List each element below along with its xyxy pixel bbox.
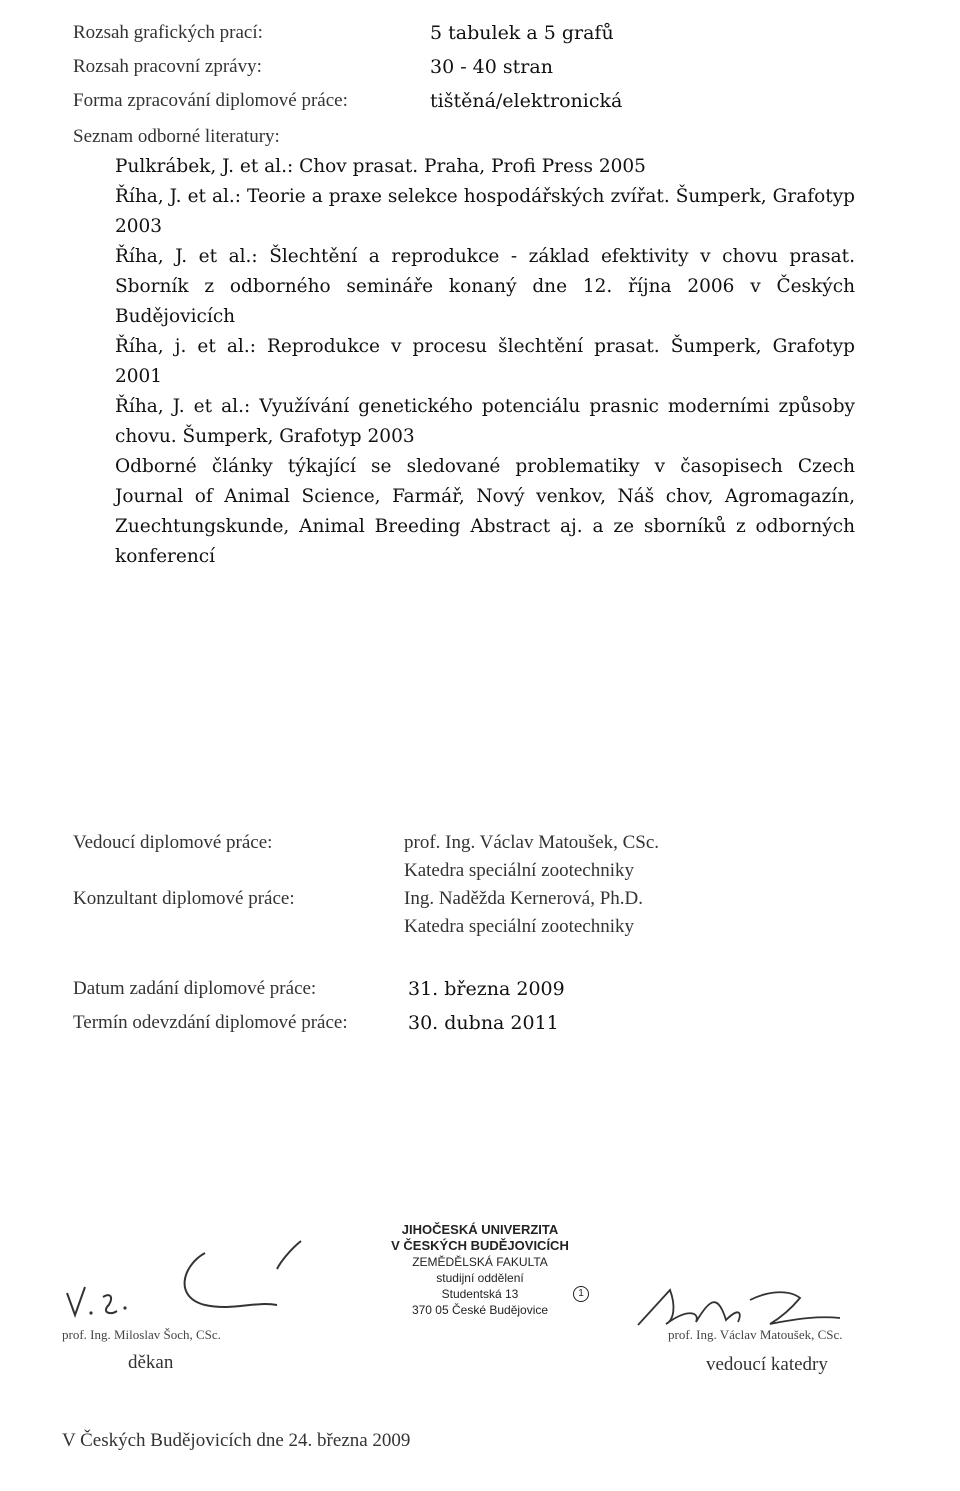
stamp-line: ZEMĚDĚLSKÁ FAKULTA	[412, 1255, 548, 1269]
consultant-name: Ing. Naděžda Kernerová, Ph.D.	[404, 888, 643, 909]
literature-list	[115, 152, 855, 572]
stamp-line: 370 05 České Budějovice	[411, 1303, 549, 1317]
consultant-label: Konzultant diplomové práce:	[73, 888, 295, 909]
deadline-value: 30. dubna 2011	[408, 1012, 559, 1034]
stamp-mark: 1	[573, 1286, 589, 1302]
stamp-line: JIHOČESKÁ UNIVERZITA	[401, 1222, 559, 1237]
thesis-form-label: Forma zpracování diplomové práce:	[73, 90, 348, 111]
assignment-date-value: 31. března 2009	[408, 978, 565, 1000]
literature-entry: Říha, J. et al.: Využívání genetického potenciálu prasnic moderními způsoby chovu. Šumperk, Grafotyp 2003	[115, 396, 855, 447]
range-report-label: Rozsah pracovní zprávy:	[73, 56, 262, 77]
range-graphics-label: Rozsah grafických prací:	[73, 22, 263, 43]
stamp-line: Studentská 13	[441, 1287, 519, 1301]
range-report-value: 30 - 40 stran	[430, 56, 553, 78]
dean-signature	[55, 1235, 325, 1330]
thesis-form-value: tištěná/elektronická	[430, 90, 623, 112]
supervisor-department: Katedra speciální zootechniky	[404, 860, 635, 881]
stamp-line: V ČESKÝCH BUDĚJOVICÍCH	[391, 1238, 569, 1253]
literature-entry: Odborné články týkající se sledované problematiky v časopisech Czech Journal of Animal Science, Farmář, Nový venkov, Náš chov, Agromagazín, Zuechtungskunde, Animal Breeding Abstract aj. a ze sborníků z odborných konferencí	[115, 456, 855, 567]
deadline-label: Termín odevzdání diplomové práce:	[73, 1012, 348, 1033]
literature-heading: Seznam odborné literatury:	[73, 126, 280, 147]
stamp-line: studijní oddělení	[436, 1271, 524, 1285]
place-and-date: V Českých Budějovicích dne 24. března 2009	[62, 1430, 411, 1451]
supervisor-label: Vedoucí diplomové práce:	[73, 832, 273, 853]
dean-role: děkan	[128, 1352, 174, 1373]
dean-name: prof. Ing. Miloslav Šoch, CSc.	[62, 1327, 221, 1342]
head-name: prof. Ing. Václav Matoušek, CSc.	[668, 1327, 843, 1342]
supervisor-name: prof. Ing. Václav Matoušek, CSc.	[404, 832, 660, 853]
head-role: vedoucí katedry	[706, 1354, 828, 1375]
consultant-department: Katedra speciální zootechniky	[404, 916, 635, 937]
literature-entry: Říha, J. et al.: Teorie a praxe selekce hospodářských zvířat. Šumperk, Grafotyp 2003	[115, 186, 855, 237]
literature-entry: Pulkrábek, J. et al.: Chov prasat. Praha, Profi Press 2005	[115, 156, 646, 177]
faculty-stamp	[365, 1222, 595, 1318]
literature-entry: Říha, j. et al.: Reprodukce v procesu šlechtění prasat. Šumperk, Grafotyp 2001	[115, 336, 855, 387]
assignment-date-label: Datum zadání diplomové práce:	[73, 978, 317, 999]
range-graphics-value: 5 tabulek a 5 grafů	[430, 22, 614, 44]
literature-entry: Říha, J. et al.: Šlechtění a reprodukce - základ efektivity v chovu prasat. Sborník z odborného semináře konaný dne 12. října 2006 v Českých Budějovicích	[115, 246, 855, 327]
